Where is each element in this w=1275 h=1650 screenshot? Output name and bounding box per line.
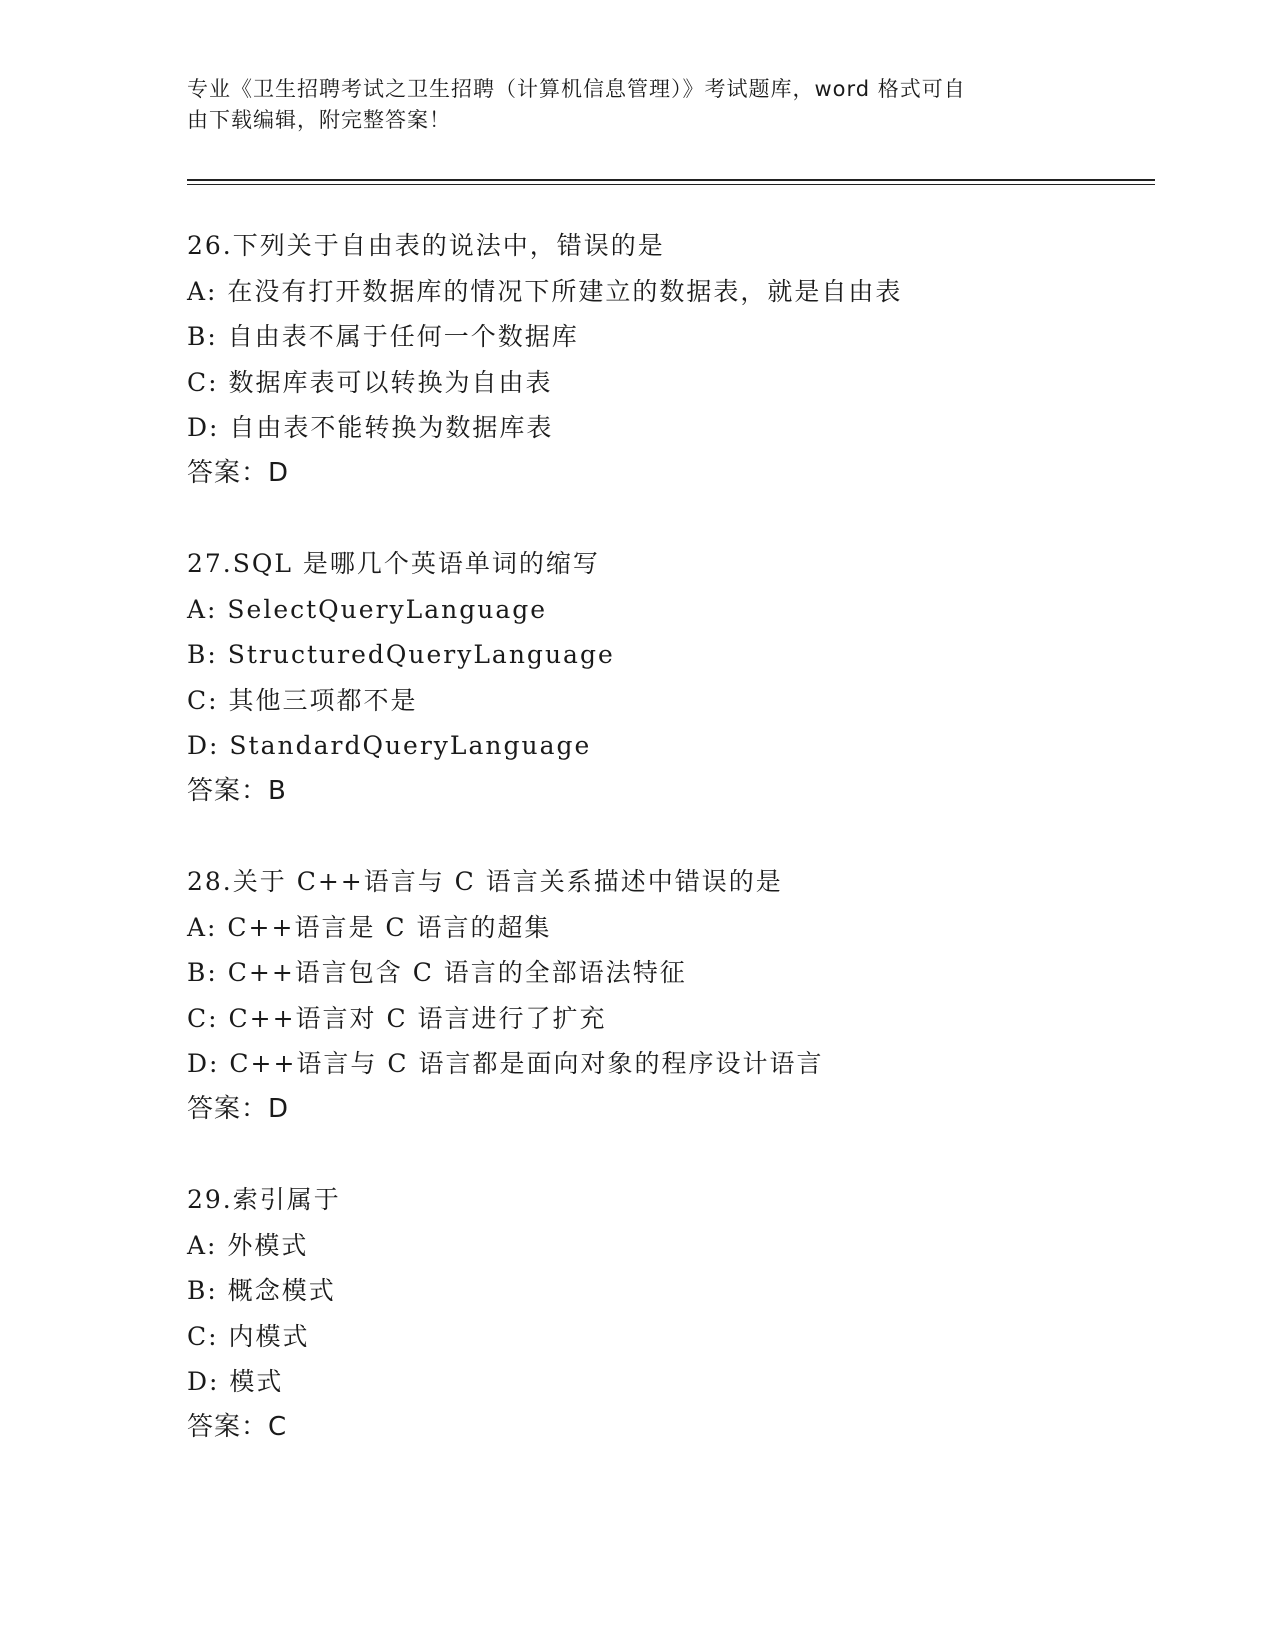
question-block — [187, 1177, 1137, 1450]
question-answer: 答案：D — [187, 457, 290, 488]
question-answer: 答案：B — [187, 775, 287, 806]
question-option: C: 其他三项都不是 — [187, 685, 418, 715]
question-stem: 29.索引属于 — [187, 1185, 341, 1214]
question-option: D: StandardQueryLanguage — [187, 731, 592, 760]
question-option: D: 模式 — [187, 1367, 284, 1396]
question-option: B: 自由表不属于任何一个数据库 — [187, 322, 579, 351]
question-option: D: 自由表不能转换为数据库表 — [187, 413, 554, 442]
question-block — [187, 541, 1137, 814]
question-stem: 28.关于 C++语言与 C 语言关系描述中错误的是 — [187, 867, 783, 896]
question-stem: 26.下列关于自由表的说法中，错误的是 — [187, 231, 665, 260]
question-option: B: StructuredQueryLanguage — [187, 640, 615, 669]
document-header — [187, 74, 1067, 136]
header-divider — [187, 179, 1155, 181]
question-block — [187, 859, 1137, 1132]
question-block — [187, 223, 1137, 496]
question-answer: 答案：C — [187, 1411, 288, 1442]
question-option: A: 在没有打开数据库的情况下所建立的数据表，就是自由表 — [187, 276, 903, 306]
question-option: C: C++语言对 C 语言进行了扩充 — [187, 1003, 607, 1033]
question-option: D: C++语言与 C 语言都是面向对象的程序设计语言 — [187, 1049, 824, 1078]
question-answer: 答案：D — [187, 1093, 290, 1124]
question-option: A: C++语言是 C 语言的超集 — [187, 912, 552, 942]
question-option: C: 内模式 — [187, 1321, 310, 1351]
question-option: A: 外模式 — [187, 1230, 309, 1260]
question-option: A: SelectQueryLanguage — [187, 594, 548, 624]
header-divider — [187, 184, 1155, 185]
question-option: B: C++语言包含 C 语言的全部语法特征 — [187, 958, 687, 987]
header-line: 由下载编辑，附完整答案！ — [187, 108, 451, 132]
question-option: B: 概念模式 — [187, 1276, 336, 1305]
header-line: 专业《卫生招聘考试之卫生招聘（计算机信息管理）》考试题库，word 格式可自 — [187, 77, 966, 101]
question-option: C: 数据库表可以转换为自由表 — [187, 367, 553, 397]
question-stem: 27.SQL 是哪几个英语单词的缩写 — [187, 549, 600, 578]
